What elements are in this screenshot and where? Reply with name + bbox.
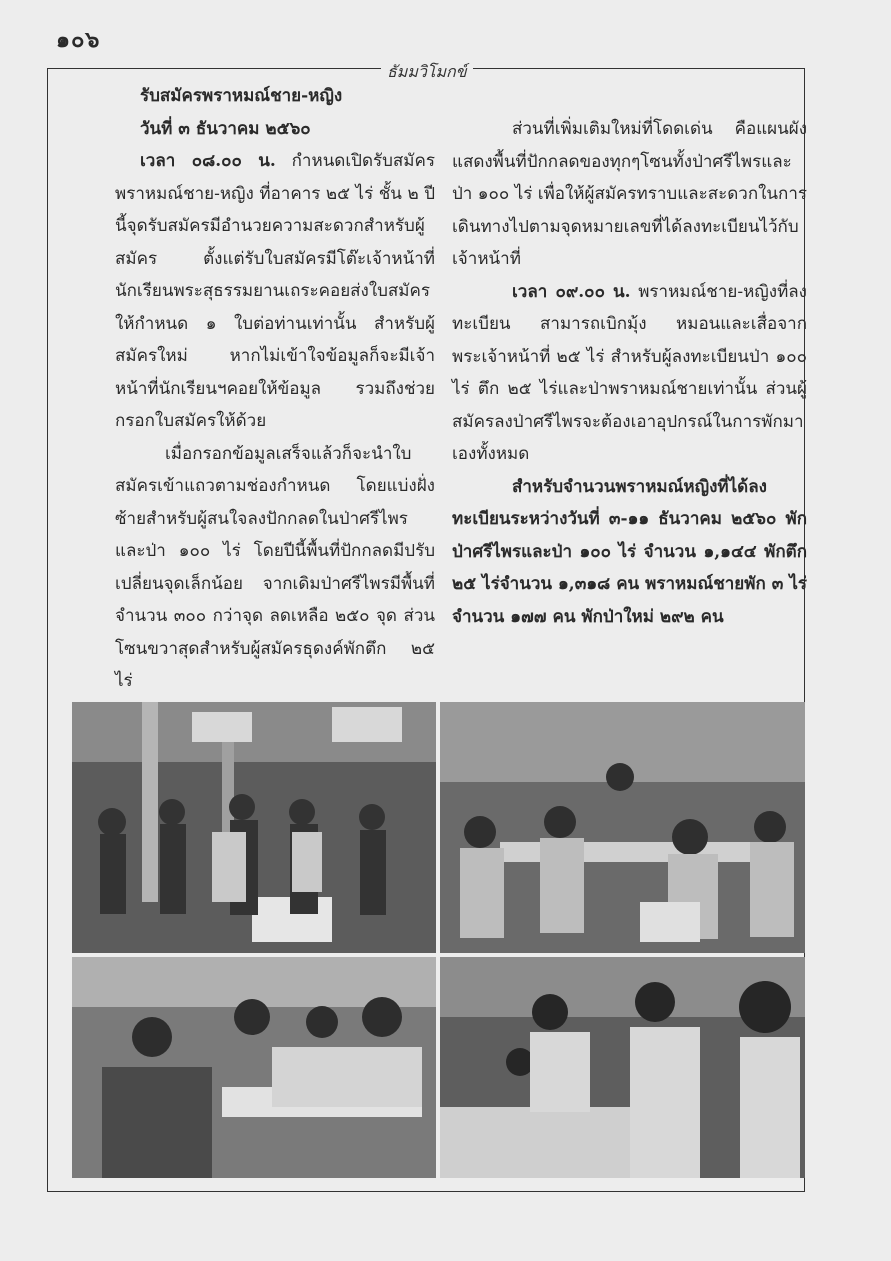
photo-volunteers-at-tables: [440, 702, 805, 953]
time-label: เวลา ๐๘.๐๐ น.: [140, 151, 276, 171]
left-paragraph-1: [115, 145, 435, 438]
photo-filling-forms: [72, 957, 436, 1178]
heading-line-1: รับสมัครพราหมณ์ชาย-หญิง: [140, 86, 343, 106]
heading-line-2: วันที่ ๓ ธันวาคม ๒๕๖๐: [140, 118, 311, 139]
left-paragraph-2: เมื่อกรอกข้อมูลเสร็จแล้วก็จะนำใบสมัครเข้าแถวตามช่องกำหนด โดยแบ่งฝั่งซ้ายสำหรับผู้สนใจลงปักกลดในป่าศรีไพรและป่า ๑๐๐ ไร่ โดยปีนี้พื้นที่ปักกลดมีปรับเปลี่ยนจุดเล็กน้อย จากเดิมป่าศรีไพรมีพื้นที่จำนวน ๓๐๐ กว่าจุด ลดเหลือ ๒๕๐ จุด ส่วนโซนขวาสุดสำหรับผู้สมัครธุดงค์พักตึก ๒๕ ไร่: [115, 443, 435, 691]
paragraph-text: กำหนดเปิดรับสมัครพราหมณ์ชาย-หญิง ที่อาคาร ๒๕ ไร่ ชั้น ๒ ปีนี้จุดรับสมัครมีอำนวยความสะดวกสำหรับผู้สมัคร ตั้งแต่รับใบสมัครมีโต๊ะเจ้าหน้าที่นักเรียนพระสุธรรมยานเถระคอยส่งใบสมัครให้กำหนด ๑ ใบต่อท่านเท่านั้น สำหรับผู้สมัครใหม่ หากไม่เข้าใจข้อมูลก็จะมีเจ้าหน้าที่นักเรียนฯคอยให้ข้อมูล รวมถึงช่วยกรอกใบสมัครให้ด้วย: [115, 151, 435, 431]
left-column: [115, 80, 435, 698]
time-label: เวลา ๐๙.๐๐ น.: [512, 281, 631, 302]
right-paragraph-3: สำหรับจำนวนพราหมณ์หญิงที่ได้ลงทะเบียนระหว่างวันที่ ๓-๑๑ ธันวาคม ๒๕๖๐ พักป่าศรีไพรและป่า ๑๐๐ ไร่ จำนวน ๑,๑๔๔ พักตึก ๒๕ ไร่จำนวน ๑,๓๑๘ คน พราหมณ์ชายพัก ๓ ไร่ จำนวน ๑๗๗ คน พักป่าใหม่ ๒๙๒ คน: [452, 476, 807, 627]
running-title: ธัมมวิโมกข์: [381, 60, 473, 85]
photo-queue-at-registration: [72, 702, 436, 953]
right-paragraph-2: [452, 276, 807, 471]
right-paragraph-1: ส่วนที่เพิ่มเติมใหม่ที่โดดเด่น คือแผนผังแสดงพื้นที่ปักกลดของทุกๆโซนทั้งป่าศรีไพรและป่า ๑๐๐ ไร่ เพื่อให้ผู้สมัครทราบและสะดวกในการเดินทางไปตามจุดหมายเลขที่ได้ลงทะเบียนไว้กับเจ้าหน้าที่: [452, 119, 808, 269]
paragraph-text: พราหมณ์ชาย-หญิงที่ลงทะเบียน สามารถเบิกมุ้ง หมอนและเสื่อจากพระเจ้าหน้าที่ ๒๕ ไร่ สำหรับผู้ลงทะเบียนป่า ๑๐๐ ไร่ ตึก ๒๕ ไร่และป่าพราหมณ์ชายเท่านั้น ส่วนผู้สมัครลงป่าศรีไพรจะต้องเอาอุปกรณ์ในการพักมาเองทั้งหมด: [452, 281, 807, 464]
photo-grid: [72, 702, 805, 1178]
right-column: [452, 113, 807, 633]
page-number: ๑๐๖: [56, 27, 101, 53]
photo-staff-reviewing-applications: [440, 957, 805, 1178]
